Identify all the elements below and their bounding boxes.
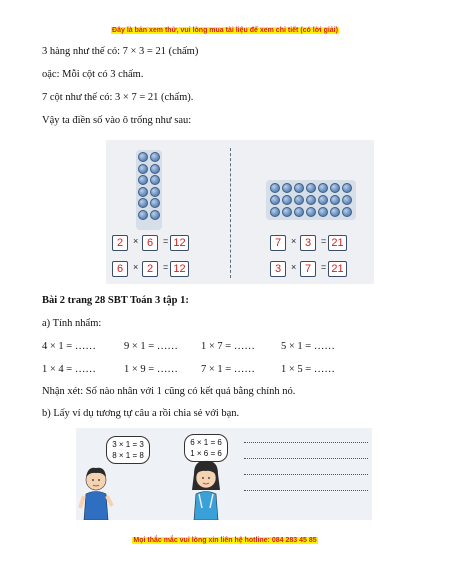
part-a-label: a) Tính nhẩm: [42,318,102,329]
calc-item: 1 × 5 = …… [281,364,335,375]
bubble-line: 8 × 1 = 8 [112,451,144,460]
equation-box: 21 [328,261,347,277]
equation-box: 2 [112,235,128,251]
dot [318,207,328,217]
dot [306,195,316,205]
equation-right-2 [270,260,342,278]
equation-box: 21 [328,235,347,251]
dot [150,210,160,220]
intro-line-4: Vậy ta điền số vào ô trống như sau: [42,115,192,126]
dot [330,207,340,217]
exercise-heading: Bài 2 trang 28 SBT Toán 3 tập 1: [42,295,189,306]
dots-illustration [106,140,374,284]
dot [330,195,340,205]
dot [318,183,328,193]
dot [270,207,280,217]
dot [330,183,340,193]
intro-line-3: 7 cột như thế có: 3 × 7 = 21 (chấm). [42,92,194,103]
dot [342,195,352,205]
answer-line [244,474,368,475]
answer-line [244,458,368,459]
dot [282,183,292,193]
equation-box: 12 [170,235,189,251]
dot [150,175,160,185]
calc-item: 9 × 1 = …… [124,341,178,352]
equation-box: 3 [270,261,286,277]
boy-figure [80,468,112,520]
equation-right-1 [270,234,342,252]
hotline-banner: Mọi thắc mắc vui lòng xin liên hệ hotline: 084 283 45 85 [133,537,317,544]
intro-line-1: 3 hàng như thế có: 7 × 3 = 21 (chấm) [42,46,199,57]
dot-array-left [136,150,162,230]
equation-box: 6 [112,261,128,277]
dot [138,198,148,208]
equals-sign: = [321,262,327,272]
dot [294,183,304,193]
dashed-divider [230,148,231,278]
dot [270,183,280,193]
dot [282,195,292,205]
dot [294,195,304,205]
part-b-label: b) Lấy ví dụ tương tự câu a rồi chia sẻ với bạn. [42,408,240,419]
equation-box: 7 [300,261,316,277]
equation-left-1 [112,234,184,252]
dot [282,207,292,217]
dot [306,207,316,217]
answer-line [244,442,368,443]
equation-left-2 [112,260,184,278]
girl-figure [192,461,220,520]
dot [150,164,160,174]
calc-item: 5 × 1 = …… [281,341,335,352]
dot [138,152,148,162]
dot [342,183,352,193]
calc-item: 4 × 1 = …… [42,341,96,352]
times-sign: × [133,236,139,246]
equation-box: 12 [170,261,189,277]
equals-sign: = [163,236,169,246]
children-illustration [76,428,372,520]
dot [138,187,148,197]
dot [150,152,160,162]
equals-sign: = [163,262,169,272]
dot [318,195,328,205]
dot [150,198,160,208]
dot [138,210,148,220]
calc-item: 1 × 7 = …… [201,341,255,352]
dot [138,164,148,174]
preview-banner: Đây là bản xem thử, vui lòng mua tài liệu để xem chi tiết (có lời giải) [112,27,338,34]
equation-box: 6 [142,235,158,251]
bubble-line: 1 × 6 = 6 [190,449,222,458]
dot [306,183,316,193]
dot [150,187,160,197]
times-sign: × [291,236,297,246]
dot [138,175,148,185]
equals-sign: = [321,236,327,246]
equation-box: 2 [142,261,158,277]
remark: Nhận xét: Số nào nhân với 1 cũng có kết quả bằng chính nó. [42,386,296,397]
calc-item: 7 × 1 = …… [201,364,255,375]
bubble-line: 3 × 1 = 3 [112,440,144,449]
dot [342,207,352,217]
dot-array-right [266,180,356,220]
times-sign: × [291,262,297,272]
intro-line-2: oặc: Mỗi cột có 3 chấm. [42,69,144,80]
calc-item: 1 × 9 = …… [124,364,178,375]
equation-box: 3 [300,235,316,251]
times-sign: × [133,262,139,272]
bubble-line: 6 × 1 = 6 [190,438,222,447]
calc-item: 1 × 4 = …… [42,364,96,375]
dot [270,195,280,205]
equation-box: 7 [270,235,286,251]
dot [294,207,304,217]
answer-line [244,490,368,491]
